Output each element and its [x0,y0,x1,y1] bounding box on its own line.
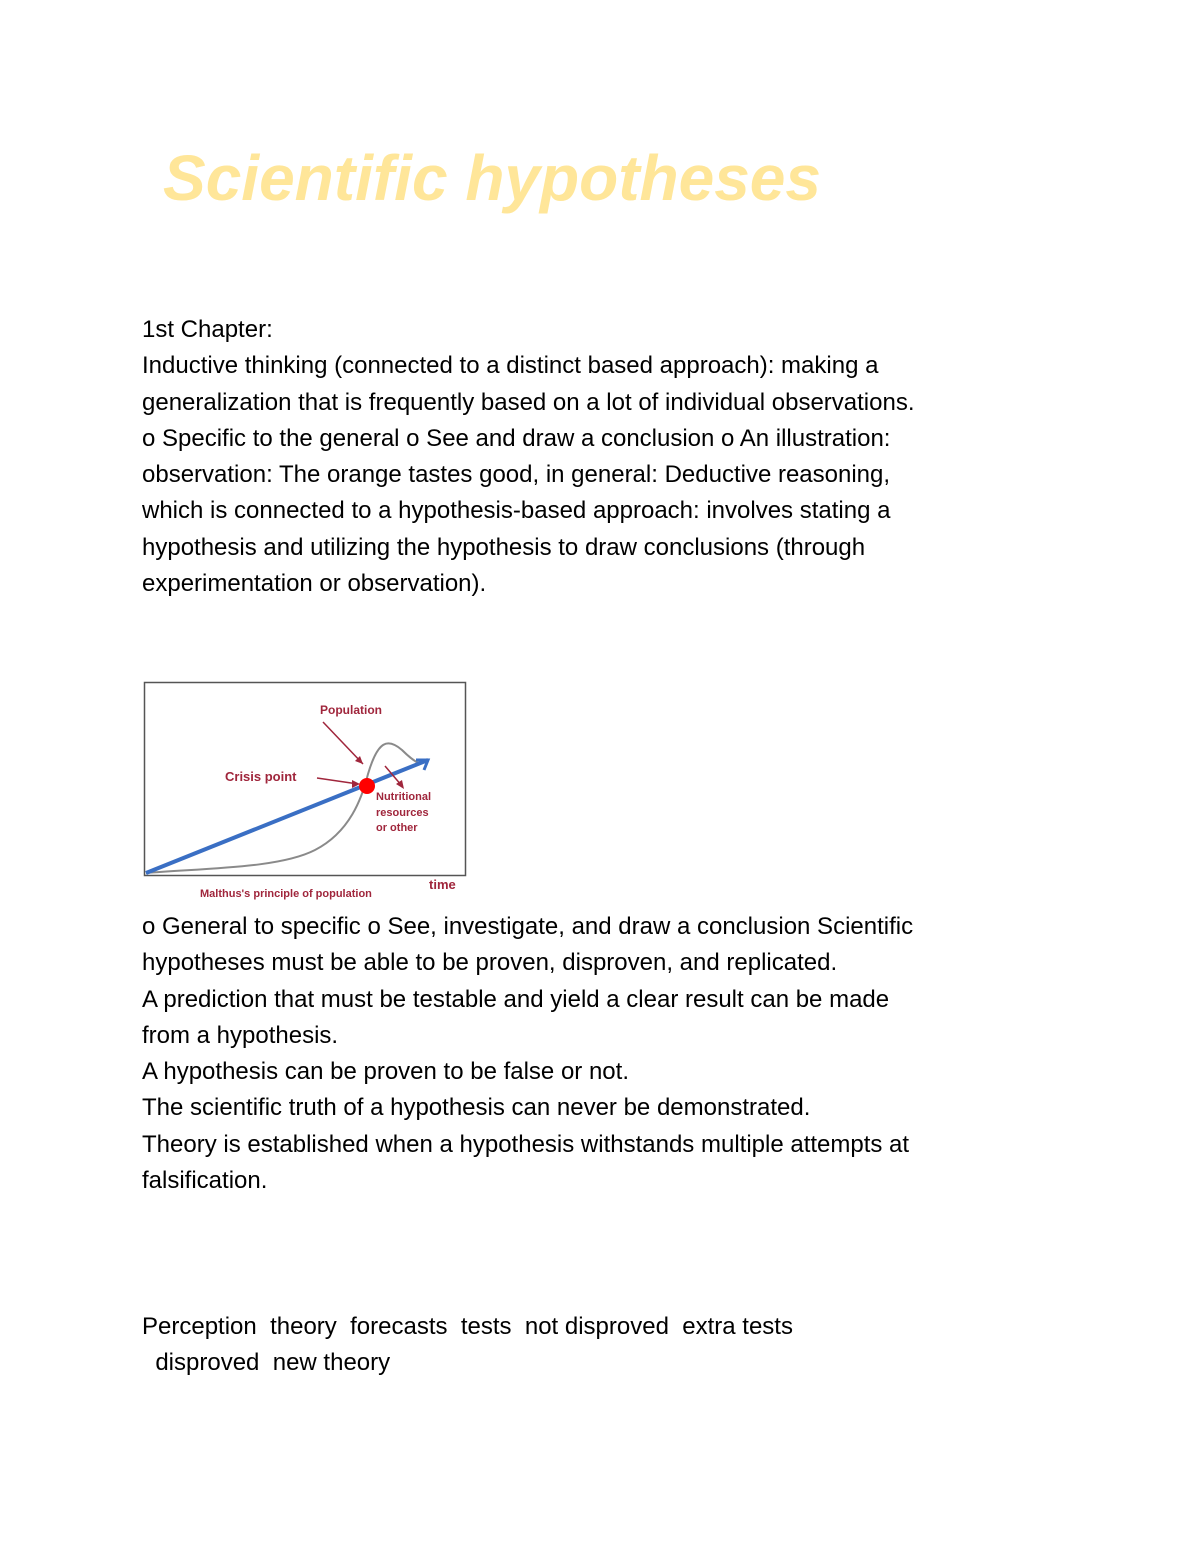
resources-label-line2: resources [376,807,429,819]
time-axis-label: time [429,877,456,892]
population-label: Population [320,703,382,717]
scientific-cycle-text [142,1309,1042,1382]
malthus-diagram [140,678,470,903]
chapter-one-paragraph: 1st Chapter: Inductive thinking (connected to a distinct based approach): making a generalization that is frequently based on a lot of individual observations. o Specific to the general o See and draw a conclusion o An illustration: observation: The orange tastes good, in general: Deductive reasoning, which is connected to a hypothesis-based approach: involves stating a hypothesis and utilizing the hypothesis to draw conclusions (through experimentation or observation). [142,316,915,598]
cycle-line-1: Perception theory forecasts tests not disproved extra tests [142,1313,793,1340]
hypothesis-paragraph: o General to specific o See, investigate, and draw a conclusion Scientific hypotheses must be able to be proven, disproven, and replicated. A prediction that must be testable and yield a clear result can be made from a hypothesis. A hypothesis can be proven to be false or not. The scientific truth of a hypothesis can never be demonstrated. Theory is established when a hypothesis withstands multiple attempts at falsification. [142,913,914,1195]
malthus-figure [140,678,470,903]
crisis-point-dot [359,778,375,794]
page-title: Scientific hypotheses [163,142,821,214]
diagram-frame [145,683,466,876]
figure-caption: Malthus's principle of population [200,888,372,900]
crisis-point-label: Crisis point [225,769,297,784]
cycle-line-2: disproved new theory [142,1349,391,1377]
resources-label-line3: or other [376,822,418,834]
resources-label-line1: Nutritional [376,791,431,803]
